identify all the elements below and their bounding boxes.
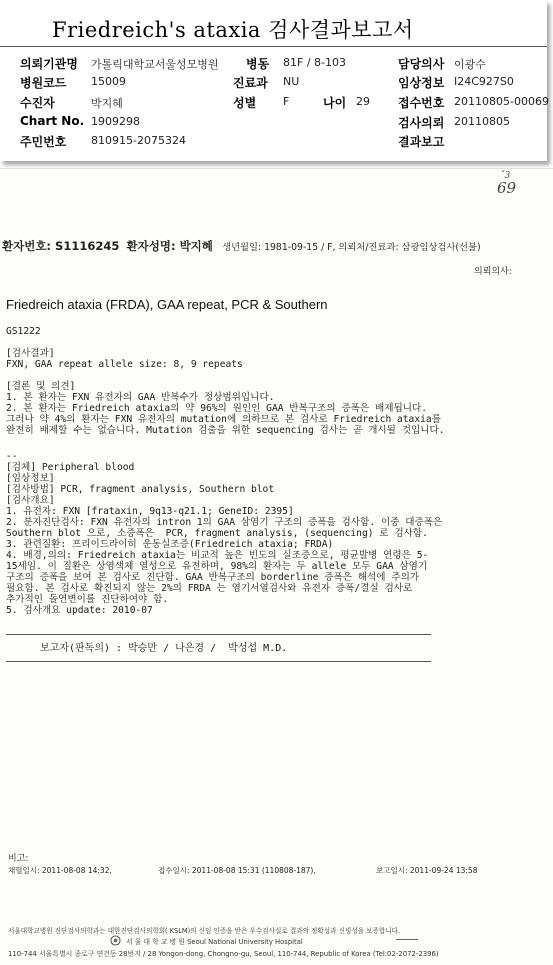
certification-note: 서울대학교병원 진단검사의학과는 대한진단검사의학회( KSLM)의 신임 인증을 받은 우수검사실로 결과의 정확성과 신빙성을 보증합니다. [8, 927, 401, 935]
receipt-number-value: 20110805-00069 [454, 95, 549, 108]
received-date: 접수일시: 2011-08-08 15:31 (110808-187), [158, 866, 316, 875]
chart-number-label: Chart No. [20, 114, 85, 128]
details-line: Southern blot 으로, 소증폭은 PCR, fragment analysis, (sequencing) 로 검사함. [6, 528, 428, 539]
details-line: 5. 검사개요 update: 2010-07 [6, 605, 153, 616]
details-line: 3. 관련질환: 프리이드라이히 운동실조증(Friedreich ataxia; FRDA) [6, 539, 334, 550]
clinical-info-label: 임상정보 [398, 76, 445, 90]
department-label: 진료과 [233, 76, 268, 90]
patient-number-label: 환자번호: [2, 239, 56, 253]
institution-label: 의뢰기관명 [20, 57, 78, 71]
hospital-logo-icon [110, 935, 121, 946]
conclusion-line: 완전히 배제할 수는 없습니다. Mutation 검출을 위한 sequencing 검사는 곧 개시될 것입니다. [6, 425, 445, 436]
request-date-label: 검사의뢰 [398, 116, 445, 130]
test-name: Friedreich ataxia (FRDA), GAA repeat, PCR & Southern [6, 297, 328, 312]
reporter-rule-top [6, 634, 431, 635]
result-section [6, 348, 243, 370]
details-line: [검사방법] PCR, fragment analysis, Southern blot [6, 484, 275, 495]
hospital-code-label: 병원코드 [20, 76, 67, 90]
patient-value: 박지혜 [91, 97, 123, 110]
reporter-rule-bottom [6, 661, 431, 662]
details-line: [검사개요] [6, 495, 55, 506]
doctor-label: 담당의사 [398, 57, 445, 71]
hospital-code-value: 15009 [91, 75, 126, 88]
scanned-report [0, 168, 553, 965]
details-line: 구조의 증폭을 보여 본 검사로 진단함. GAA 반복구조의 borderline 증폭은 해석에 주의가 [6, 572, 420, 583]
remarks-label: 비고: [8, 854, 29, 864]
request-date-value: 20110805 [454, 115, 510, 128]
details-section [6, 462, 442, 616]
referring-doctor: 의뢰의사: [474, 267, 512, 277]
test-code: GS1222 [6, 326, 41, 337]
age-value: 29 [356, 95, 370, 108]
patient-name-value: 박지혜 [179, 239, 213, 253]
patient-info-line [2, 238, 481, 254]
details-line: 추가적인 돌연변이를 진단하여야 함. [6, 594, 169, 605]
report-header [0, 0, 547, 161]
ward-value: 81F / 8-103 [283, 56, 346, 69]
footer-dash [396, 939, 418, 940]
sex-value: F [283, 95, 290, 108]
details-line: 필요함. 본 검사로 확진되지 않는 2%의 FRDA 는 염기서열검사와 유전자 증폭/결실 검사로 [6, 583, 413, 594]
age-label: 나이 [323, 96, 347, 110]
details-line: 15세임. 이 질환은 상염색체 열성으로 유전하며, 98%의 환자는 두 allele 모두 GAA 삼염기 [6, 561, 428, 572]
details-line: [검체] Peripheral blood [6, 462, 135, 473]
ward-label: 병동 [246, 57, 270, 71]
id-number-label: 주민번호 [20, 135, 67, 149]
patient-name-label: 환자성명: [126, 239, 180, 253]
conclusion-line: [결론 및 의견] [6, 381, 76, 392]
id-number-value: 810915-2075324 [91, 134, 186, 147]
result-line: [검사결과] [6, 348, 55, 359]
result-line: FXN, GAA repeat allele size: 8, 9 repeats [6, 359, 243, 370]
details-line: 1. 유전자: FXN [frataxin, 9q13-q21.1; GeneID: 2395] [6, 506, 294, 517]
separator: -- [6, 451, 18, 462]
details-line: 4. 배경,의의: Friedreich ataxia는 비교적 높은 빈도의 실조증으로, 평균발병 연령은 5- [6, 550, 429, 561]
details-line: [임상정보] [6, 473, 55, 484]
patient-label: 수진자 [20, 96, 55, 110]
department-value: NU [283, 75, 300, 88]
conclusion-line: 그러나 약 4%의 환자는 FXN 유전자의 mutation에 의하므로 본 검사로 Friedreich ataxia를 [6, 414, 441, 425]
conclusion-line: 1. 본 환자는 FXN 유전자의 GAA 반복수가 정상범위입니다. [6, 392, 275, 403]
conclusion-line: 2. 본 환자는 Friedreich ataxia의 약 96%의 원인인 GAA 반복구조의 증폭은 배제됩니다. [6, 403, 428, 414]
reporters: 보고자(판독의) : 박승만 / 나은경 / 박성섭 M.D. [40, 643, 288, 654]
clinical-info-value: I24C927S0 [454, 75, 514, 88]
doctor-value: 이광수 [454, 58, 486, 71]
handwritten-page-number: 69 [497, 179, 517, 197]
reported-date: 보고일시: 2011-09-24 13:58 [376, 866, 478, 875]
hospital-address: 110-744 서울특별시 종로구 연건동 28번지 / 28 Yongon-dong, Chongno-gu, Seoul, 110-744, Republic of Korea (Tel:02-2072-2396) [8, 950, 439, 958]
patient-line-details: 생년월일: 1981-09-15 / F, 의뢰처/진료과: 삼광임상검사(선불) [222, 242, 481, 253]
header-divider [0, 46, 547, 47]
collected-date: 채혈일시: 2011-08-08 14:32, [8, 866, 112, 875]
conclusion-section [6, 381, 445, 436]
hospital-name: 서 울 대 학 교 병 원 Seoul National University Hospital [126, 938, 303, 946]
receipt-number-label: 접수번호 [398, 96, 445, 110]
institution-value: 가톨릭대학교서울성모병원 [91, 58, 219, 71]
details-line: 2. 분자진단검사: FXN 유전자의 intron 1의 GAA 삼염기 구조의 증폭을 검사함. 이중 대증폭은 [6, 517, 443, 528]
chart-number-value: 1909298 [91, 115, 140, 128]
report-title: Friedreich's ataxia 검사결과보고서 [52, 18, 414, 42]
patient-number-value: S1116245 [55, 239, 120, 253]
sex-label: 성별 [233, 96, 257, 110]
result-report-label: 결과보고 [398, 135, 445, 149]
handwritten-tick: ˇ3 [500, 171, 511, 181]
